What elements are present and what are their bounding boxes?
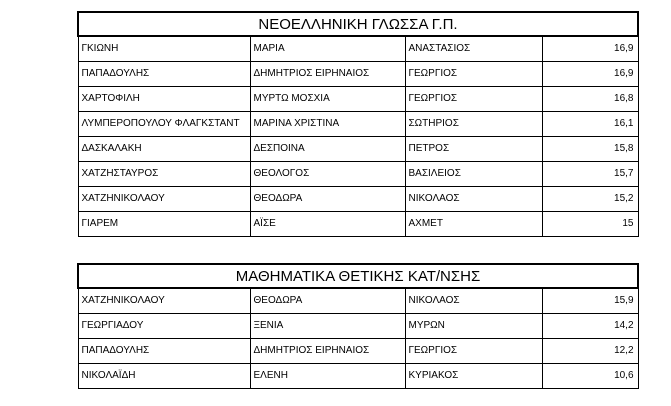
table-row [78,338,638,363]
grade-cell: 15,2 [542,186,638,211]
surname-cell: ΧΑΤΖΗΣΤΑΥΡΟΣ [78,161,250,186]
father-name-cell: ΠΕΤΡΟΣ [405,136,542,161]
name-cell: ΘΕΟΔΩΡΑ [250,186,405,211]
grade-cell: 16,9 [542,61,638,86]
surname-cell: ΠΑΠΑΔΟΥΛΗΣ [78,61,250,86]
father-name-cell: ΣΩΤΗΡΙΟΣ [405,111,542,136]
father-name-cell: ΑΝΑΣΤΑΣΙΟΣ [405,36,542,61]
table-row [78,61,638,86]
table-row [78,161,638,186]
father-name-cell: ΒΑΣΙΛΕΙΟΣ [405,161,542,186]
father-name-cell: ΚΥΡΙΑΚΟΣ [405,363,542,388]
grade-cell: 15 [542,211,638,236]
surname-cell: ΓΚΙΩΝΗ [78,36,250,61]
table-title: ΜΑΘΗΜΑΤΙΚΑ ΘΕΤΙΚΗΣ ΚΑΤ/ΝΣΗΣ [78,264,638,288]
grade-cell: 16,1 [542,111,638,136]
table-row [78,288,638,313]
grade-cell: 14,2 [542,313,638,338]
grade-cell: 15,8 [542,136,638,161]
surname-cell: ΧΑΡΤΟΦΙΛΗ [78,86,250,111]
name-cell: ΔΕΣΠΟΙΝΑ [250,136,405,161]
name-cell: ΔΗΜΗΤΡΙΟΣ ΕΙΡΗΝΑΙΟΣ [250,338,405,363]
grade-cell: 12,2 [542,338,638,363]
surname-cell: ΝΙΚΟΛΑΪΔΗ [78,363,250,388]
grade-cell: 16,8 [542,86,638,111]
name-cell: ΜΑΡΙΑ [250,36,405,61]
table-row [78,211,638,236]
surname-cell: ΧΑΤΖΗΝΙΚΟΛΑΟΥ [78,288,250,313]
grade-cell: 15,7 [542,161,638,186]
surname-cell: ΓΙΑΡΕΜ [78,211,250,236]
father-name-cell: ΑΧΜΕΤ [405,211,542,236]
name-cell: ΕΛΕΝΗ [250,363,405,388]
table-row [78,86,638,111]
name-cell: ΘΕΟΔΩΡΑ [250,288,405,313]
table-row [78,363,638,388]
father-name-cell: ΝΙΚΟΛΑΟΣ [405,186,542,211]
name-cell: ΞΕΝΙΑ [250,313,405,338]
surname-cell: ΔΑΣΚΑΛΑΚΗ [78,136,250,161]
table-row [78,186,638,211]
name-cell: ΔΗΜΗΤΡΙΟΣ ΕΙΡΗΝΑΙΟΣ [250,61,405,86]
father-name-cell: ΝΙΚΟΛΑΟΣ [405,288,542,313]
surname-cell: ΧΑΤΖΗΝΙΚΟΛΑΟΥ [78,186,250,211]
name-cell: ΑΪΣΕ [250,211,405,236]
surname-cell: ΠΑΠΑΔΟΥΛΗΣ [78,338,250,363]
table-row [78,36,638,61]
table-title: ΝΕΟΕΛΛΗΝΙΚΗ ΓΛΩΣΣΑ Γ.Π. [78,12,638,36]
name-cell: ΜΥΡΤΩ ΜΟΣΧΙΑ [250,86,405,111]
grade-cell: 10,6 [542,363,638,388]
grade-cell: 15,9 [542,288,638,313]
table-row [78,111,638,136]
name-cell: ΜΑΡΙΝΑ ΧΡΙΣΤΙΝΑ [250,111,405,136]
greek-language-table [77,11,639,237]
father-name-cell: ΜΥΡΩΝ [405,313,542,338]
grade-cell: 16,9 [542,36,638,61]
father-name-cell: ΓΕΩΡΓΙΟΣ [405,61,542,86]
table-row [78,313,638,338]
mathematics-table [77,263,639,389]
table-row [78,136,638,161]
father-name-cell: ΓΕΩΡΓΙΟΣ [405,86,542,111]
surname-cell: ΓΕΩΡΓΙΑΔΟΥ [78,313,250,338]
father-name-cell: ΓΕΩΡΓΙΟΣ [405,338,542,363]
name-cell: ΘΕΟΛΟΓΟΣ [250,161,405,186]
surname-cell: ΛΥΜΠΕΡΟΠΟΥΛΟΥ ΦΛΑΓΚΣΤΑΝΤ [78,111,250,136]
